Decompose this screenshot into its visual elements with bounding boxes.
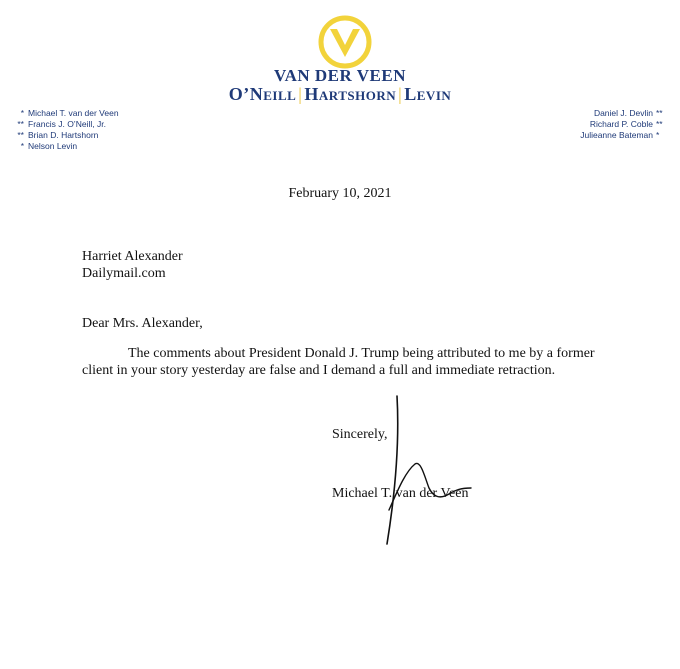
attorney-name: Richard P. Coble (589, 119, 653, 129)
attorney-entry (12, 108, 119, 119)
signer-name: Michael T. van der Veen (332, 486, 469, 501)
attorney-name: Brian D. Hartshorn (28, 130, 99, 140)
attorney-entry (580, 108, 668, 119)
attorney-entry (580, 130, 668, 141)
attorney-name: Julieanne Bateman (580, 130, 653, 140)
separator-bar: | (398, 84, 403, 104)
letter-body: The comments about President Donald J. Trump being attributed to me by a former client in your story yesterday are false and I demand a full and immediate retraction. (82, 346, 595, 378)
separator-bar: | (298, 84, 303, 104)
attorney-entry (12, 119, 119, 130)
attorney-entry (580, 119, 668, 130)
recipient-organization: Dailymail.com (82, 266, 166, 281)
salutation: Dear Mrs. Alexander, (82, 316, 203, 331)
firm-partner-hartshorn: Hartshorn (304, 84, 397, 104)
attorney-mark: ** (17, 130, 24, 140)
firm-name-line1: VAN DER VEEN (274, 66, 406, 85)
recipient-name: Harriet Alexander (82, 249, 183, 264)
firm-partner-levin: Levin (404, 84, 452, 104)
handwritten-signature (375, 392, 475, 552)
letter-date: February 10, 2021 (288, 186, 392, 201)
attorney-mark: ** (656, 119, 663, 129)
attorney-mark: ** (656, 108, 663, 118)
firm-partner-oneill: O’Neill (228, 84, 297, 104)
attorney-mark: * (20, 141, 24, 151)
attorney-name: Michael T. van der Veen (28, 108, 119, 118)
attorney-list-right (580, 108, 668, 141)
recipient-block (82, 248, 183, 282)
attorney-entry (12, 130, 119, 141)
attorney-name: Francis J. O’Neill, Jr. (28, 119, 106, 129)
attorney-name: Nelson Levin (28, 141, 78, 151)
closing: Sincerely, (332, 427, 388, 442)
attorney-mark: ** (17, 119, 24, 129)
firm-name-line2 (0, 84, 680, 105)
attorney-mark: * (656, 130, 660, 140)
attorney-entry (12, 141, 119, 152)
attorney-name: Daniel J. Devlin (593, 108, 653, 118)
attorney-list-left (12, 108, 119, 152)
attorney-mark: * (20, 108, 24, 118)
firm-logo-v-icon (318, 15, 372, 69)
